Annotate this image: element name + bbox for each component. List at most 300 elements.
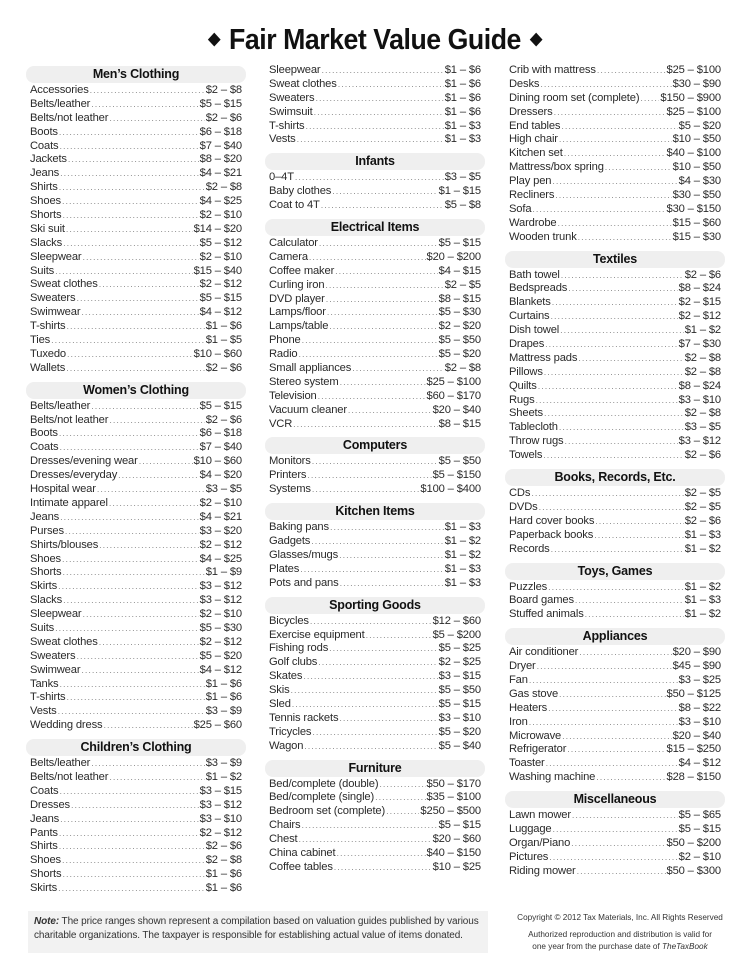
price-row bbox=[30, 678, 242, 692]
dot-leader bbox=[339, 549, 444, 563]
item-name: Air conditioner bbox=[509, 646, 579, 659]
section-heading: Electrical Items bbox=[265, 219, 485, 236]
price-row bbox=[30, 553, 242, 567]
item-name: Intimate apparel bbox=[30, 496, 108, 509]
item-price: $2 – $6 bbox=[205, 361, 242, 374]
item-name: Jackets bbox=[30, 153, 67, 166]
item-price: $1 – $2 bbox=[684, 608, 721, 621]
price-row bbox=[30, 566, 242, 580]
item-name: Skates bbox=[269, 670, 303, 683]
item-price: $60 – $170 bbox=[426, 389, 481, 402]
section bbox=[30, 66, 242, 376]
item-name: Accessories bbox=[30, 84, 89, 96]
price-row bbox=[269, 629, 481, 643]
dot-leader bbox=[543, 449, 683, 463]
price-row bbox=[509, 501, 721, 515]
price-row bbox=[269, 334, 481, 348]
item-price: $4 – $12 bbox=[678, 757, 721, 770]
dot-leader bbox=[59, 126, 199, 140]
dot-leader bbox=[59, 827, 199, 841]
price-row bbox=[30, 785, 242, 799]
price-row bbox=[30, 348, 242, 362]
item-price: $2 – $5 bbox=[444, 278, 481, 291]
item-name: Paperback books bbox=[509, 528, 594, 541]
item-name: China cabinet bbox=[269, 846, 336, 859]
item-price: $40 – $100 bbox=[666, 147, 721, 160]
copyright-line: Copyright © 2012 Tax Materials, Inc. All Rights Reserved bbox=[517, 913, 723, 922]
price-row bbox=[269, 199, 481, 213]
section bbox=[509, 563, 721, 623]
price-row bbox=[509, 203, 721, 217]
price-row bbox=[30, 882, 242, 896]
dot-leader bbox=[118, 469, 199, 483]
item-name: Dresses bbox=[30, 798, 70, 811]
dot-leader bbox=[640, 92, 659, 106]
item-price: $10 – $50 bbox=[672, 133, 721, 146]
price-row bbox=[30, 209, 242, 223]
item-name: Tricycles bbox=[269, 725, 312, 738]
dot-leader bbox=[298, 348, 437, 362]
item-price: $30 – $150 bbox=[666, 202, 721, 215]
item-price: $1 – $2 bbox=[444, 548, 481, 561]
dot-leader bbox=[326, 293, 438, 307]
item-name: Chairs bbox=[269, 819, 301, 832]
item-price: $2 – $6 bbox=[684, 514, 721, 527]
item-name: Bath towel bbox=[509, 268, 560, 281]
price-row bbox=[509, 310, 721, 324]
item-name: Mattress pads bbox=[509, 351, 578, 364]
item-price: $25 – $100 bbox=[666, 64, 721, 76]
dot-leader bbox=[386, 805, 419, 819]
item-name: Curtains bbox=[509, 310, 550, 323]
price-row bbox=[30, 608, 242, 622]
item-name: Riding mower bbox=[509, 864, 576, 877]
price-row bbox=[509, 646, 721, 660]
item-name: Systems bbox=[269, 483, 311, 496]
item-name: Gadgets bbox=[269, 535, 311, 548]
item-price: $4 – $20 bbox=[199, 469, 242, 482]
item-price: $2 – $10 bbox=[199, 608, 242, 621]
price-row bbox=[509, 366, 721, 380]
dot-leader bbox=[555, 189, 671, 203]
price-row bbox=[509, 581, 721, 595]
section bbox=[509, 469, 721, 556]
item-price: $5 – $30 bbox=[199, 621, 242, 634]
item-price: $28 – $150 bbox=[666, 771, 721, 784]
item-name: 0–4T bbox=[269, 171, 294, 184]
dot-leader bbox=[109, 771, 204, 785]
item-name: Shorts bbox=[30, 566, 62, 579]
price-row bbox=[269, 78, 481, 92]
price-row bbox=[269, 726, 481, 740]
dot-leader bbox=[332, 185, 437, 199]
dot-leader bbox=[545, 338, 677, 352]
item-price: $2 – $20 bbox=[438, 320, 481, 333]
item-price: $1 – $2 bbox=[684, 324, 721, 337]
item-price: $12 – $60 bbox=[432, 614, 481, 627]
dot-leader bbox=[312, 726, 437, 740]
item-price: $1 – $9 bbox=[205, 566, 242, 579]
item-name: Vacuum cleaner bbox=[269, 403, 347, 416]
item-price: $5 – $20 bbox=[438, 348, 481, 361]
dot-leader bbox=[336, 847, 425, 861]
dot-leader bbox=[605, 161, 672, 175]
item-price: $10 – $60 bbox=[193, 347, 242, 360]
item-price: $3 – $10 bbox=[438, 711, 481, 724]
price-row bbox=[269, 563, 481, 577]
dot-leader bbox=[540, 78, 671, 92]
dot-leader bbox=[329, 320, 437, 334]
item-name: Vests bbox=[269, 133, 296, 146]
item-name: Calculator bbox=[269, 237, 318, 250]
item-price: $5 – $15 bbox=[199, 399, 242, 412]
item-name: T-shirts bbox=[30, 691, 66, 704]
section-heading: Computers bbox=[265, 437, 485, 454]
dot-leader bbox=[59, 427, 199, 441]
section-heading: Sporting Goods bbox=[265, 597, 485, 614]
price-row bbox=[269, 237, 481, 251]
item-price: $3 – $25 bbox=[678, 673, 721, 686]
dot-leader bbox=[66, 223, 193, 237]
item-price: $25 – $100 bbox=[426, 375, 481, 388]
section bbox=[269, 597, 481, 754]
item-name: Fishing rods bbox=[269, 642, 329, 655]
dot-leader bbox=[63, 237, 199, 251]
price-row bbox=[30, 181, 242, 195]
item-price: $1 – $2 bbox=[205, 770, 242, 783]
item-price: $1 – $3 bbox=[684, 594, 721, 607]
item-name: Belts/leather bbox=[30, 97, 91, 110]
dot-leader bbox=[67, 348, 193, 362]
item-price: $3 – $12 bbox=[678, 435, 721, 448]
item-name: Blankets bbox=[509, 296, 551, 309]
price-row bbox=[30, 469, 242, 483]
dot-leader bbox=[81, 306, 198, 320]
dot-leader bbox=[560, 324, 684, 338]
item-price: $2 – $10 bbox=[678, 850, 721, 863]
dot-leader bbox=[594, 529, 684, 543]
item-price: $5 – $12 bbox=[199, 236, 242, 249]
item-price: $2 – $12 bbox=[678, 310, 721, 323]
item-name: Board games bbox=[509, 594, 574, 607]
item-price: $3 – $10 bbox=[199, 812, 242, 825]
section-heading: Appliances bbox=[505, 628, 725, 645]
item-name: Sled bbox=[269, 697, 291, 710]
item-name: Sleepwear bbox=[269, 64, 321, 76]
price-row bbox=[30, 292, 242, 306]
item-name: Sheets bbox=[509, 407, 543, 420]
dot-leader bbox=[548, 581, 684, 595]
dot-leader bbox=[292, 698, 438, 712]
price-row bbox=[30, 511, 242, 525]
item-name: Luggage bbox=[509, 822, 552, 835]
dot-leader bbox=[562, 730, 671, 744]
item-price: $1 – $6 bbox=[444, 91, 481, 104]
authorization-line-2: one year from the purchase date of TheTaxBook bbox=[532, 942, 708, 951]
price-row bbox=[30, 441, 242, 455]
item-name: Wedding dress bbox=[30, 719, 103, 732]
dot-leader bbox=[297, 133, 444, 147]
item-price: $2 – $12 bbox=[199, 826, 242, 839]
dot-leader bbox=[561, 120, 677, 134]
price-row bbox=[30, 525, 242, 539]
price-row bbox=[269, 615, 481, 629]
item-price: $8 – $15 bbox=[438, 292, 481, 305]
item-price: $3 – $9 bbox=[205, 757, 242, 770]
note-box bbox=[28, 911, 488, 953]
price-row bbox=[509, 702, 721, 716]
diamond-icon: ◆ bbox=[208, 29, 220, 48]
price-row bbox=[509, 487, 721, 501]
item-name: Skirts bbox=[30, 882, 58, 895]
section-heading: Furniture bbox=[265, 760, 485, 777]
dot-leader bbox=[571, 837, 665, 851]
dot-leader bbox=[553, 823, 678, 837]
item-price: $3 – $20 bbox=[199, 524, 242, 537]
title-text: Fair Market Value Guide bbox=[229, 24, 521, 56]
dot-leader bbox=[66, 362, 205, 376]
dot-leader bbox=[375, 791, 425, 805]
price-row bbox=[269, 455, 481, 469]
item-price: $20 – $200 bbox=[426, 250, 481, 263]
item-price: $2 – $10 bbox=[199, 250, 242, 263]
item-price: $8 – $24 bbox=[678, 379, 721, 392]
item-price: $5 – $25 bbox=[438, 642, 481, 655]
item-price: $10 – $60 bbox=[193, 455, 242, 468]
dot-leader bbox=[310, 615, 432, 629]
price-row bbox=[269, 320, 481, 334]
price-row bbox=[30, 320, 242, 334]
item-name: Bed/complete (double) bbox=[269, 777, 379, 790]
price-row bbox=[269, 92, 481, 106]
item-price: $25 – $60 bbox=[193, 719, 242, 732]
dot-leader bbox=[339, 712, 437, 726]
item-name: Fan bbox=[509, 673, 528, 686]
item-price: $4 – $25 bbox=[199, 195, 242, 208]
item-price: $1 – $15 bbox=[438, 185, 481, 198]
price-row bbox=[30, 334, 242, 348]
dot-leader bbox=[91, 757, 204, 771]
price-row bbox=[269, 64, 481, 78]
item-price: $10 – $50 bbox=[672, 161, 721, 174]
price-row bbox=[30, 636, 242, 650]
item-name: Boots bbox=[30, 125, 58, 138]
item-name: Bed/complete (single) bbox=[269, 791, 375, 804]
item-name: Sleepwear bbox=[30, 250, 82, 263]
price-row bbox=[509, 231, 721, 245]
price-row bbox=[509, 435, 721, 449]
price-row bbox=[30, 455, 242, 469]
item-price: $2 – $8 bbox=[684, 365, 721, 378]
item-name: Tanks bbox=[30, 677, 59, 690]
item-price: $2 – $6 bbox=[684, 449, 721, 462]
item-name: Monitors bbox=[269, 455, 311, 468]
item-price: $3 – $12 bbox=[199, 798, 242, 811]
dot-leader bbox=[60, 167, 199, 181]
item-name: CDs bbox=[509, 487, 531, 500]
item-name: Refrigerator bbox=[509, 743, 567, 756]
price-row bbox=[30, 580, 242, 594]
price-row bbox=[509, 674, 721, 688]
dot-leader bbox=[298, 833, 431, 847]
item-name: Throw rugs bbox=[509, 435, 564, 448]
item-price: $2 – $8 bbox=[205, 854, 242, 867]
item-price: $4 – $15 bbox=[438, 264, 481, 277]
item-price: $50 – $200 bbox=[666, 836, 721, 849]
item-name: Glasses/mugs bbox=[269, 548, 339, 561]
item-price: $5 – $50 bbox=[438, 455, 481, 468]
price-row bbox=[509, 133, 721, 147]
item-price: $3 – $5 bbox=[444, 171, 481, 184]
item-price: $3 – $5 bbox=[684, 421, 721, 434]
dot-leader bbox=[300, 563, 444, 577]
item-name: Lawn mower bbox=[509, 809, 571, 822]
price-row bbox=[269, 656, 481, 670]
price-row bbox=[269, 791, 481, 805]
price-row bbox=[269, 521, 481, 535]
copyright-block bbox=[505, 912, 735, 953]
dot-leader bbox=[578, 352, 683, 366]
section bbox=[269, 153, 481, 213]
price-row bbox=[269, 106, 481, 120]
item-name: Microwave bbox=[509, 729, 562, 742]
item-price: $15 – $60 bbox=[672, 216, 721, 229]
item-price: $2 – $6 bbox=[684, 268, 721, 281]
price-row bbox=[509, 106, 721, 120]
price-row bbox=[30, 854, 242, 868]
section bbox=[509, 791, 721, 878]
item-name: Hospital wear bbox=[30, 483, 96, 496]
price-row bbox=[30, 691, 242, 705]
dot-leader bbox=[76, 650, 198, 664]
item-price: $5 – $20 bbox=[199, 649, 242, 662]
price-row bbox=[30, 195, 242, 209]
dot-leader bbox=[318, 656, 437, 670]
price-row bbox=[269, 847, 481, 861]
price-row bbox=[269, 418, 481, 432]
dot-leader bbox=[58, 882, 205, 896]
diamond-icon: ◆ bbox=[530, 29, 542, 48]
dot-leader bbox=[76, 292, 198, 306]
item-price: $3 – $10 bbox=[678, 715, 721, 728]
section-heading: Textiles bbox=[505, 251, 725, 268]
dot-leader bbox=[109, 112, 204, 126]
price-row bbox=[269, 698, 481, 712]
item-price: $2 – $8 bbox=[684, 351, 721, 364]
item-name: Suits bbox=[30, 264, 55, 277]
item-name: Puzzles bbox=[509, 580, 548, 593]
price-row bbox=[509, 92, 721, 106]
price-row bbox=[269, 404, 481, 418]
dot-leader bbox=[544, 407, 684, 421]
dot-leader bbox=[309, 251, 426, 265]
dot-leader bbox=[561, 269, 684, 283]
item-name: Coats bbox=[30, 441, 59, 454]
item-price: $4 – $21 bbox=[199, 167, 242, 180]
dot-leader bbox=[559, 421, 684, 435]
price-row bbox=[269, 469, 481, 483]
item-name: Coats bbox=[30, 784, 59, 797]
dot-leader bbox=[312, 455, 438, 469]
item-name: Wallets bbox=[30, 361, 66, 374]
item-price: $1 – $3 bbox=[444, 133, 481, 146]
dot-leader bbox=[559, 133, 672, 147]
price-row bbox=[269, 535, 481, 549]
dot-leader bbox=[532, 203, 665, 217]
item-name: DVDs bbox=[509, 500, 538, 513]
item-price: $5 – $15 bbox=[438, 819, 481, 832]
item-name: Sleepwear bbox=[30, 608, 82, 621]
dot-leader bbox=[575, 594, 684, 608]
item-price: $2 – $8 bbox=[444, 362, 481, 375]
item-price: $1 – $6 bbox=[444, 77, 481, 90]
book-title: TheTaxBook bbox=[662, 942, 708, 951]
item-name: Pictures bbox=[509, 850, 549, 863]
section bbox=[269, 64, 481, 147]
section bbox=[269, 760, 481, 875]
dot-leader bbox=[352, 362, 444, 376]
item-name: Dresses/evening wear bbox=[30, 455, 138, 468]
item-price: $3 – $15 bbox=[438, 670, 481, 683]
item-price: $5 – $8 bbox=[444, 199, 481, 212]
item-name: Coffee tables bbox=[269, 860, 333, 873]
item-name: Ties bbox=[30, 334, 51, 347]
price-row bbox=[30, 827, 242, 841]
item-name: Bedspreads bbox=[509, 282, 568, 295]
dot-leader bbox=[62, 868, 204, 882]
item-name: Sweat clothes bbox=[30, 635, 98, 648]
item-price: $15 – $40 bbox=[193, 264, 242, 277]
item-name: Hard cover books bbox=[509, 514, 595, 527]
note-text: The price ranges shown represent a compilation based on valuation guides published by various charitable organizations. The taxpayer is responsible for establishing actual value of items donated. bbox=[34, 916, 479, 941]
price-row bbox=[509, 543, 721, 557]
section bbox=[509, 64, 721, 245]
dot-leader bbox=[295, 171, 444, 185]
price-row bbox=[30, 251, 242, 265]
item-name: Bicycles bbox=[269, 614, 309, 627]
item-price: $10 – $25 bbox=[432, 860, 481, 873]
dot-leader bbox=[322, 64, 444, 78]
price-row bbox=[509, 809, 721, 823]
dot-leader bbox=[301, 819, 437, 833]
dot-leader bbox=[65, 525, 199, 539]
dot-leader bbox=[546, 757, 678, 771]
item-name: Bedroom set (complete) bbox=[269, 805, 386, 818]
price-row bbox=[509, 407, 721, 421]
item-name: Slacks bbox=[30, 236, 63, 249]
price-row bbox=[269, 306, 481, 320]
item-name: Sofa bbox=[509, 202, 532, 215]
item-price: $4 – $30 bbox=[678, 175, 721, 188]
dot-leader bbox=[537, 660, 672, 674]
item-price: $2 – $8 bbox=[205, 84, 242, 96]
item-name: Small appliances bbox=[269, 362, 352, 375]
item-price: $5 – $30 bbox=[438, 306, 481, 319]
price-row bbox=[509, 730, 721, 744]
item-name: Plates bbox=[269, 562, 300, 575]
dot-leader bbox=[579, 646, 671, 660]
item-name: Belts/leather bbox=[30, 757, 91, 770]
item-price: $8 – $20 bbox=[199, 153, 242, 166]
item-name: Slacks bbox=[30, 594, 63, 607]
price-row bbox=[509, 282, 721, 296]
dot-leader bbox=[314, 106, 444, 120]
item-name: Shoes bbox=[30, 552, 61, 565]
dot-leader bbox=[91, 400, 198, 414]
dot-leader bbox=[536, 394, 678, 408]
section bbox=[509, 251, 721, 463]
item-name: T-shirts bbox=[30, 320, 66, 333]
